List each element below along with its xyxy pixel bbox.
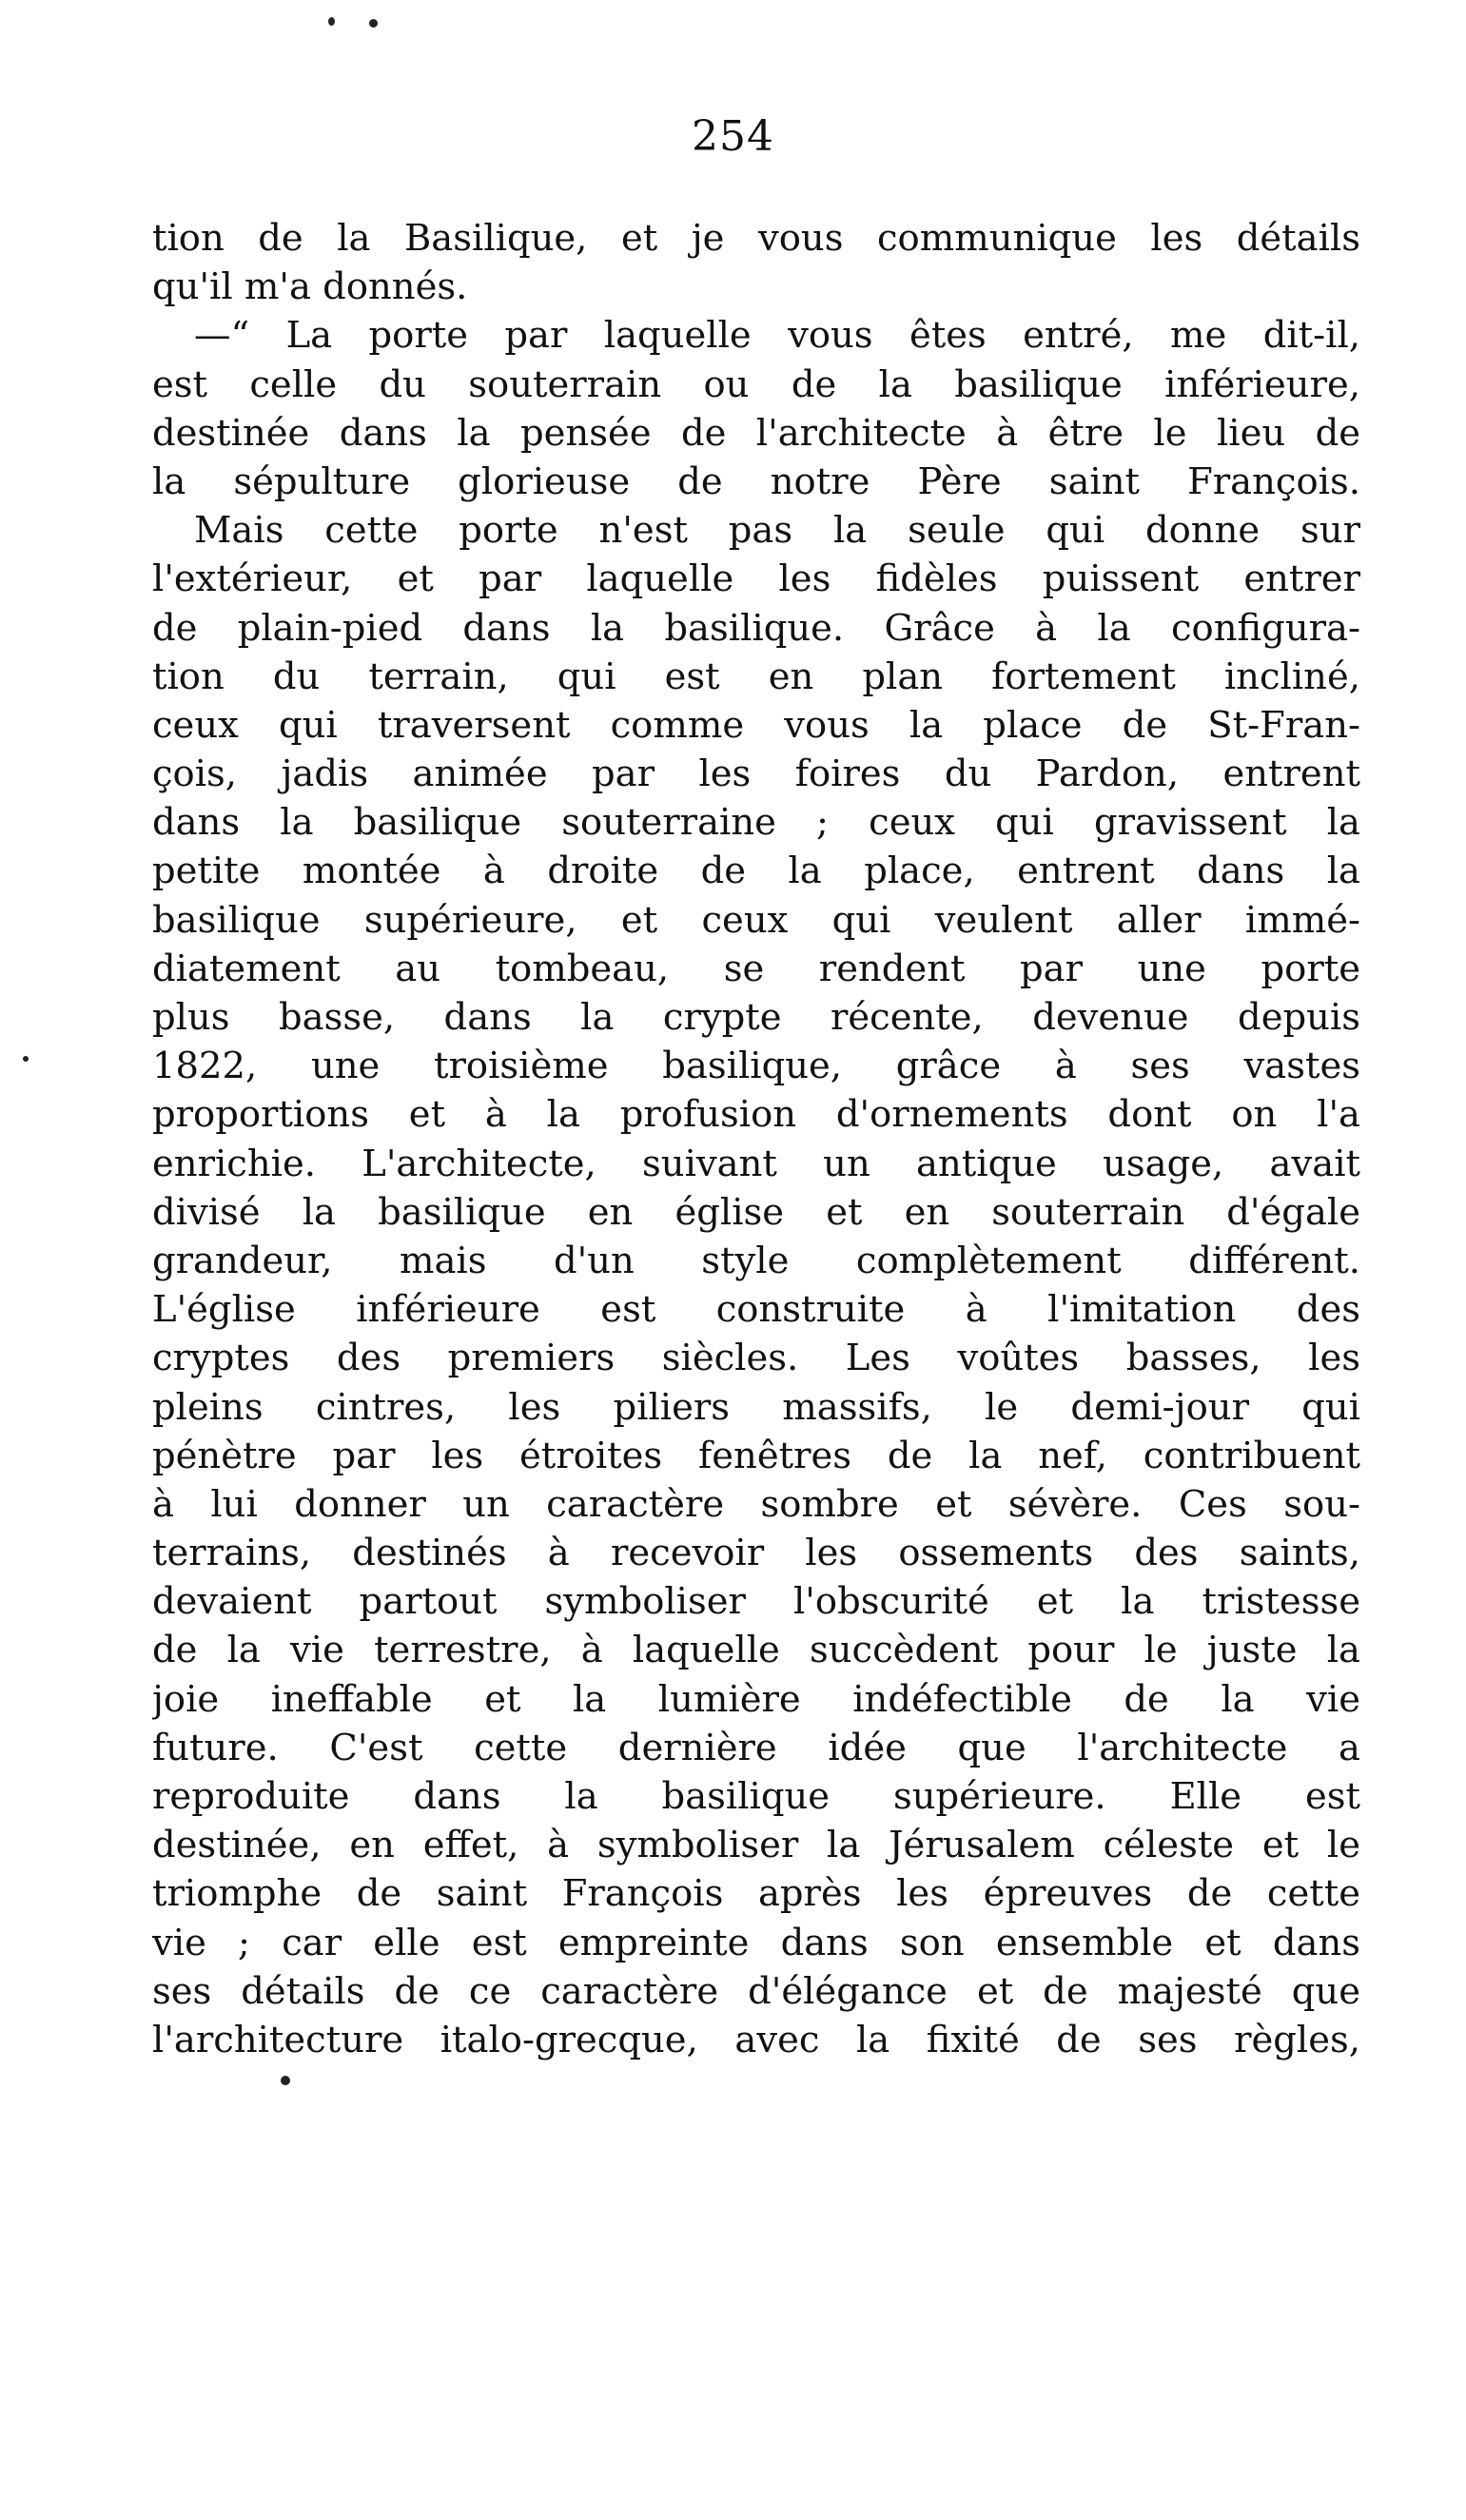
text-line: triomphe de saint François après les épreuves de cette	[152, 1872, 1360, 1916]
text-line: reproduite dans la basilique supérieure. Elle est	[152, 1775, 1360, 1818]
text-line: la sépulture glorieuse de notre Père saint François.	[152, 459, 1360, 503]
text-line: plus basse, dans la crypte récente, devenue depuis	[152, 996, 1360, 1039]
text-line: çois, jadis animée par les foires du Pardon, entrent	[152, 752, 1360, 796]
scan-speck	[281, 2076, 290, 2085]
text-line: 1822, une troisième basilique, grâce à ses vastes	[152, 1045, 1360, 1088]
text-line: devaient partout symboliser l'obscurité et la tristesse	[152, 1580, 1360, 1624]
page-number: 254	[692, 112, 774, 161]
text-line: destinée, en effet, à symboliser la Jérusalem céleste et le	[152, 1824, 1360, 1867]
text-line: l'architecture italo-grecque, avec la fixité de ses règles,	[152, 2018, 1360, 2061]
text-line: ses détails de ce caractère d'élégance et de majesté que	[152, 1969, 1360, 2013]
text-line: pénètre par les étroites fenêtres de la nef, contribuent	[152, 1434, 1360, 1477]
text-line: de la vie terrestre, à laquelle succèdent pour le juste la	[152, 1629, 1360, 1672]
scan-speck	[369, 19, 378, 28]
text-line: future. C'est cette dernière idée que l'architecte a	[152, 1726, 1360, 1769]
text-line: Mais cette porte n'est pas la seule qui donne sur	[194, 509, 1360, 553]
text-line: est celle du souterrain ou de la basilique inférieure,	[152, 362, 1360, 406]
text-line: tion du terrain, qui est en plan fortement incliné,	[152, 654, 1360, 698]
text-line: tion de la Basilique, et je vous communique les détails	[152, 217, 1360, 260]
text-line: cryptes des premiers siècles. Les voûtes basses, les	[152, 1337, 1360, 1380]
text-line: terrains, destinés à recevoir les ossements des saints,	[152, 1532, 1360, 1575]
scan-speck	[23, 1056, 29, 1062]
text-line: l'extérieur, et par laquelle les fidèles puissent entrer	[152, 557, 1360, 601]
text-line: L'église inférieure est construite à l'imitation des	[152, 1288, 1360, 1332]
text-line: proportions et à la profusion d'ornements dont on l'a	[152, 1093, 1360, 1137]
scan-speck	[328, 17, 335, 26]
text-line: qu'il m'a donnés.	[152, 265, 468, 309]
body-text	[152, 214, 1360, 2064]
text-line: —“ La porte par laquelle vous êtes entré, me dit-il,	[194, 314, 1360, 358]
text-line: vie ; car elle est empreinte dans son ensemble et dans	[152, 1921, 1360, 1964]
text-line: grandeur, mais d'un style complètement différent.	[152, 1239, 1360, 1282]
text-line: de plain-pied dans la basilique. Grâce à la configura-	[152, 606, 1360, 650]
text-line: joie ineffable et la lumière indéfectible de la vie	[152, 1677, 1360, 1721]
text-line: basilique supérieure, et ceux qui veulent aller immé-	[152, 898, 1360, 942]
text-line: enrichie. L'architecte, suivant un antique usage, avait	[152, 1142, 1360, 1185]
text-line: pleins cintres, les piliers massifs, le demi-jour qui	[152, 1385, 1360, 1429]
text-line: divisé la basilique en église et en souterrain d'égale	[152, 1190, 1360, 1234]
text-line: destinée dans la pensée de l'architecte à être le lieu de	[152, 411, 1360, 455]
text-line: ceux qui traversent comme vous la place de St-Fran-	[152, 703, 1360, 747]
text-line: dans la basilique souterraine ; ceux qui gravissent la	[152, 801, 1360, 845]
text-line: à lui donner un caractère sombre et sévère. Ces sou-	[152, 1482, 1360, 1526]
text-line: petite montée à droite de la place, entrent dans la	[152, 850, 1360, 893]
text-line: diatement au tombeau, se rendent par une porte	[152, 947, 1360, 990]
